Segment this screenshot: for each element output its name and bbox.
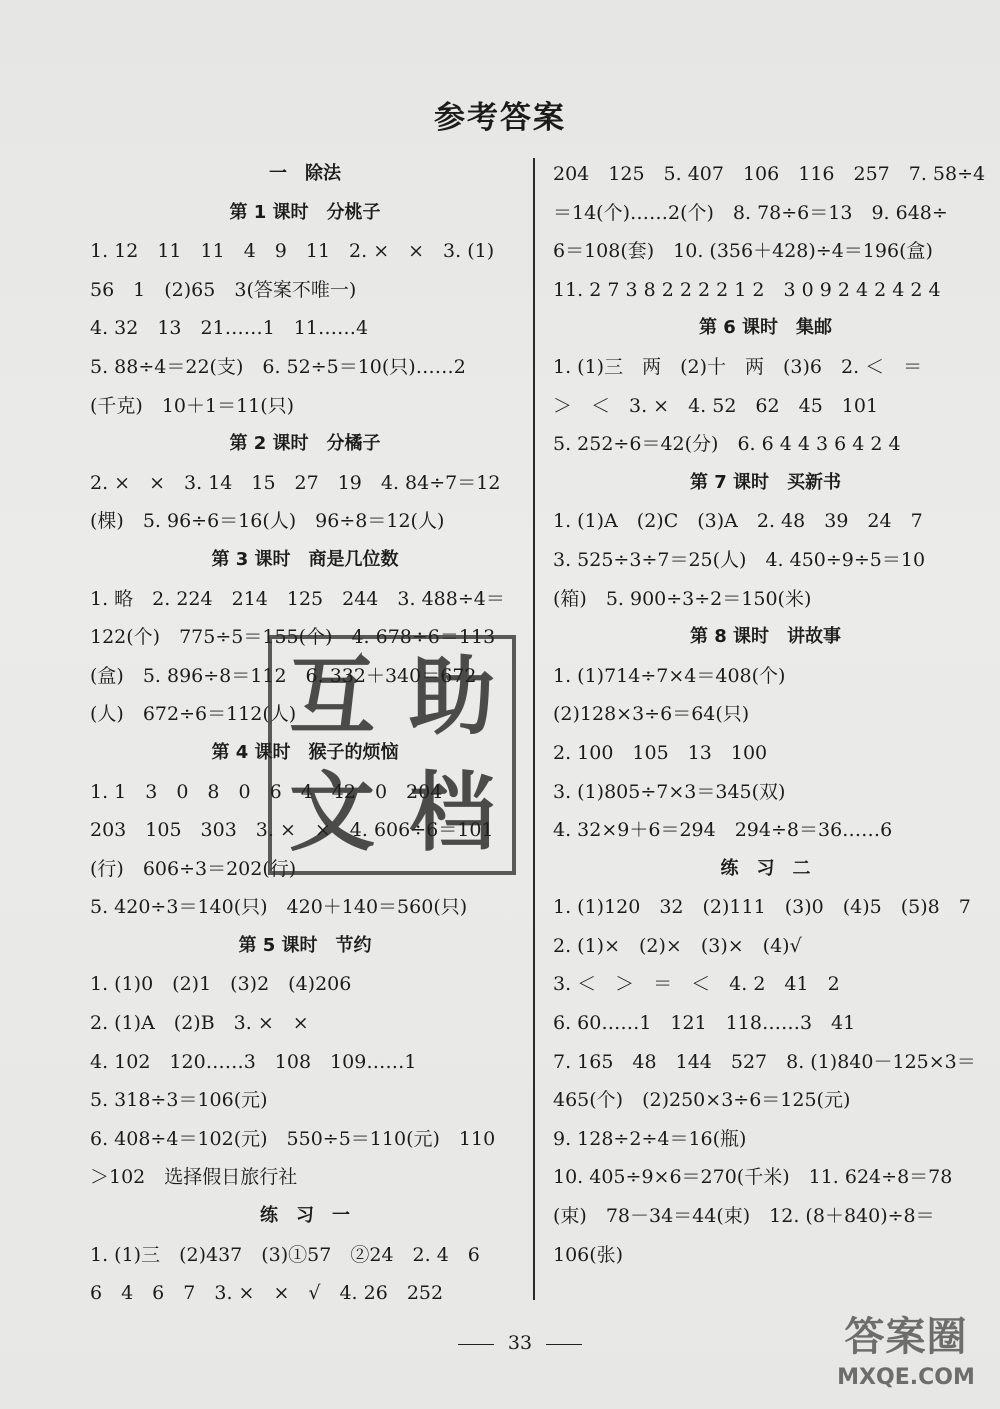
section-heading: 第 1 课时 分桃子 [229,201,381,223]
answer-line: 7. 165 48 144 527 8. (1)840－125×3＝ [553,1050,976,1073]
section-heading: 第 5 课时 节约 [238,934,372,956]
answer-line: 1. 略 2. 224 214 125 244 3. 488÷4＝ [90,587,505,610]
answer-line: 2. (1)× (2)× (3)× (4)√ [553,934,802,957]
answer-line: (行) 606÷3＝202(行) [90,857,297,880]
page-number: 33 [507,1332,533,1354]
section-heading: 练 习 一 [260,1205,350,1227]
answer-line: 1. (1)三 (2)437 (3)①57 ②24 2. 4 6 [90,1243,480,1266]
answer-line: (箱) 5. 900÷3÷2＝150(米) [553,587,812,610]
page-title: 参考答案 [434,100,566,136]
answer-line: 3. ＜ ＞ ＝ ＜ 4. 2 41 2 [553,973,840,996]
answer-line: 2. × × 3. 14 15 27 19 4. 84÷7＝12 [90,471,501,494]
section-heading: 第 3 课时 商是几位数 [211,548,399,570]
answer-line: 10. 405÷9×6＝270(千米) 11. 624÷8＝78 [553,1166,953,1189]
section-heading: 第 6 课时 集邮 [698,317,833,339]
answer-line: 1. 12 11 11 4 9 11 2. × × 3. (1) [90,240,495,263]
section-heading: 第 8 课时 讲故事 [689,626,842,648]
watermark-char: 档 [409,763,495,863]
watermark-char: 助 [409,647,495,747]
watermark-char: 文 [289,763,375,863]
answer-line: (盒) 5. 896÷8＝112 6. 332＋340＝672 [90,664,477,687]
answer-line: 2. (1)A (2)B 3. × × [90,1012,309,1035]
answer-line: ＞102 选择假日旅行社 [90,1166,298,1189]
answer-line: 2. 100 105 13 100 [553,741,768,764]
answer-line: 204 125 5. 407 106 116 257 7. 58÷4 [553,163,986,185]
answer-line: 1. (1)A (2)C (3)A 2. 48 39 24 7 [553,510,923,533]
watermark-char: 互 [289,647,375,747]
column-divider [533,158,535,1300]
answer-line: 6＝108(套) 10. (356＋428)÷4＝196(盒) [553,240,933,263]
answer-line: 5. 252÷6＝42(分) 6. 6 4 4 3 6 4 2 4 [553,433,901,456]
answer-line: 4. 32×9＋6＝294 294÷8＝36……6 [553,819,893,842]
answer-line: 122(个) 775÷5＝155(个) 4. 678÷6＝113 [90,626,496,649]
watermark-stamp [268,635,516,875]
answer-line: 106(张) [553,1243,624,1266]
answer-line: 1. (1)120 32 (2)111 (3)0 (4)5 (5)8 7 [553,896,971,919]
answer-line: 5. 318÷3＝106(元) [90,1089,268,1112]
answer-line: ＞ ＜ 3. × 4. 52 62 45 101 [553,394,879,417]
answer-line: (2)128×3÷6＝64(只) [553,703,750,726]
section-heading: 第 2 课时 分橘子 [229,433,381,455]
answer-line: 3. (1)805÷7×3＝345(双) [553,780,786,803]
answer-line: (棵) 5. 96÷6＝16(人) 96÷8＝12(人) [90,510,445,533]
footer-dash-left [458,1344,494,1345]
footer-dash-right [546,1344,582,1345]
answer-line: 11. 2 7 3 8 2 2 2 2 1 2 3 0 9 2 4 2 4 2 4 [553,278,941,301]
answer-line: 5. 88÷4＝22(支) 6. 52÷5＝10(只)……2 [90,355,466,378]
section-heading: 第 4 课时 猴子的烦恼 [211,741,399,763]
answer-line: (千克) 10＋1＝11(只) [90,394,295,417]
answer-line: 203 105 303 3. × × 4. 606÷6＝101 [90,819,494,842]
answer-line: 9. 128÷2÷4＝16(瓶) [553,1127,747,1150]
answer-line: 4. 32 13 21……1 11……4 [90,317,369,340]
corner-logo-text: 答案圈 [844,1314,968,1360]
answer-line: (束) 78－34＝44(束) 12. (8＋840)÷8＝ [553,1205,935,1228]
answer-line: 56 1 (2)65 3(答案不唯一) [90,278,357,301]
section-heading: 练 习 二 [720,857,811,879]
right-column [553,155,986,1274]
answer-line: ＝14(个)……2(个) 8. 78÷6＝13 9. 648÷ [553,201,948,224]
answer-line: 1. (1)三 两 (2)十 两 (3)6 2. ＜ ＝ [553,355,923,378]
answer-line: 6. 60……1 121 118……3 41 [553,1012,856,1035]
answer-line: 3. 525÷3÷7＝25(人) 4. 450÷9÷5＝10 [553,548,926,571]
answer-line: 6. 408÷4＝102(元) 550÷5＝110(元) 110 [90,1127,496,1150]
corner-logo-url: MXQE.COM [837,1365,975,1390]
answer-line: 1. 1 3 0 8 0 6 4 42 0 204 [90,780,443,803]
answer-line: 1. (1)714÷7×4＝408(个) [553,664,786,687]
answer-line: 4. 102 120……3 108 109……1 [90,1050,417,1073]
corner-logo [826,1309,986,1399]
page-footer [440,1332,600,1354]
answer-line: 5. 420÷3＝140(只) 420＋140＝560(只) [90,896,468,919]
answer-line: 465(个) (2)250×3÷6＝125(元) [553,1089,851,1112]
section-heading: 一 除法 [269,163,341,184]
section-heading: 第 7 课时 买新书 [689,471,842,493]
answer-line: 6 4 6 7 3. × × √ 4. 26 252 [90,1282,444,1305]
answer-line: (人) 672÷6＝112(人) [90,703,297,726]
answer-line: 1. (1)0 (2)1 (3)2 (4)206 [90,973,352,996]
